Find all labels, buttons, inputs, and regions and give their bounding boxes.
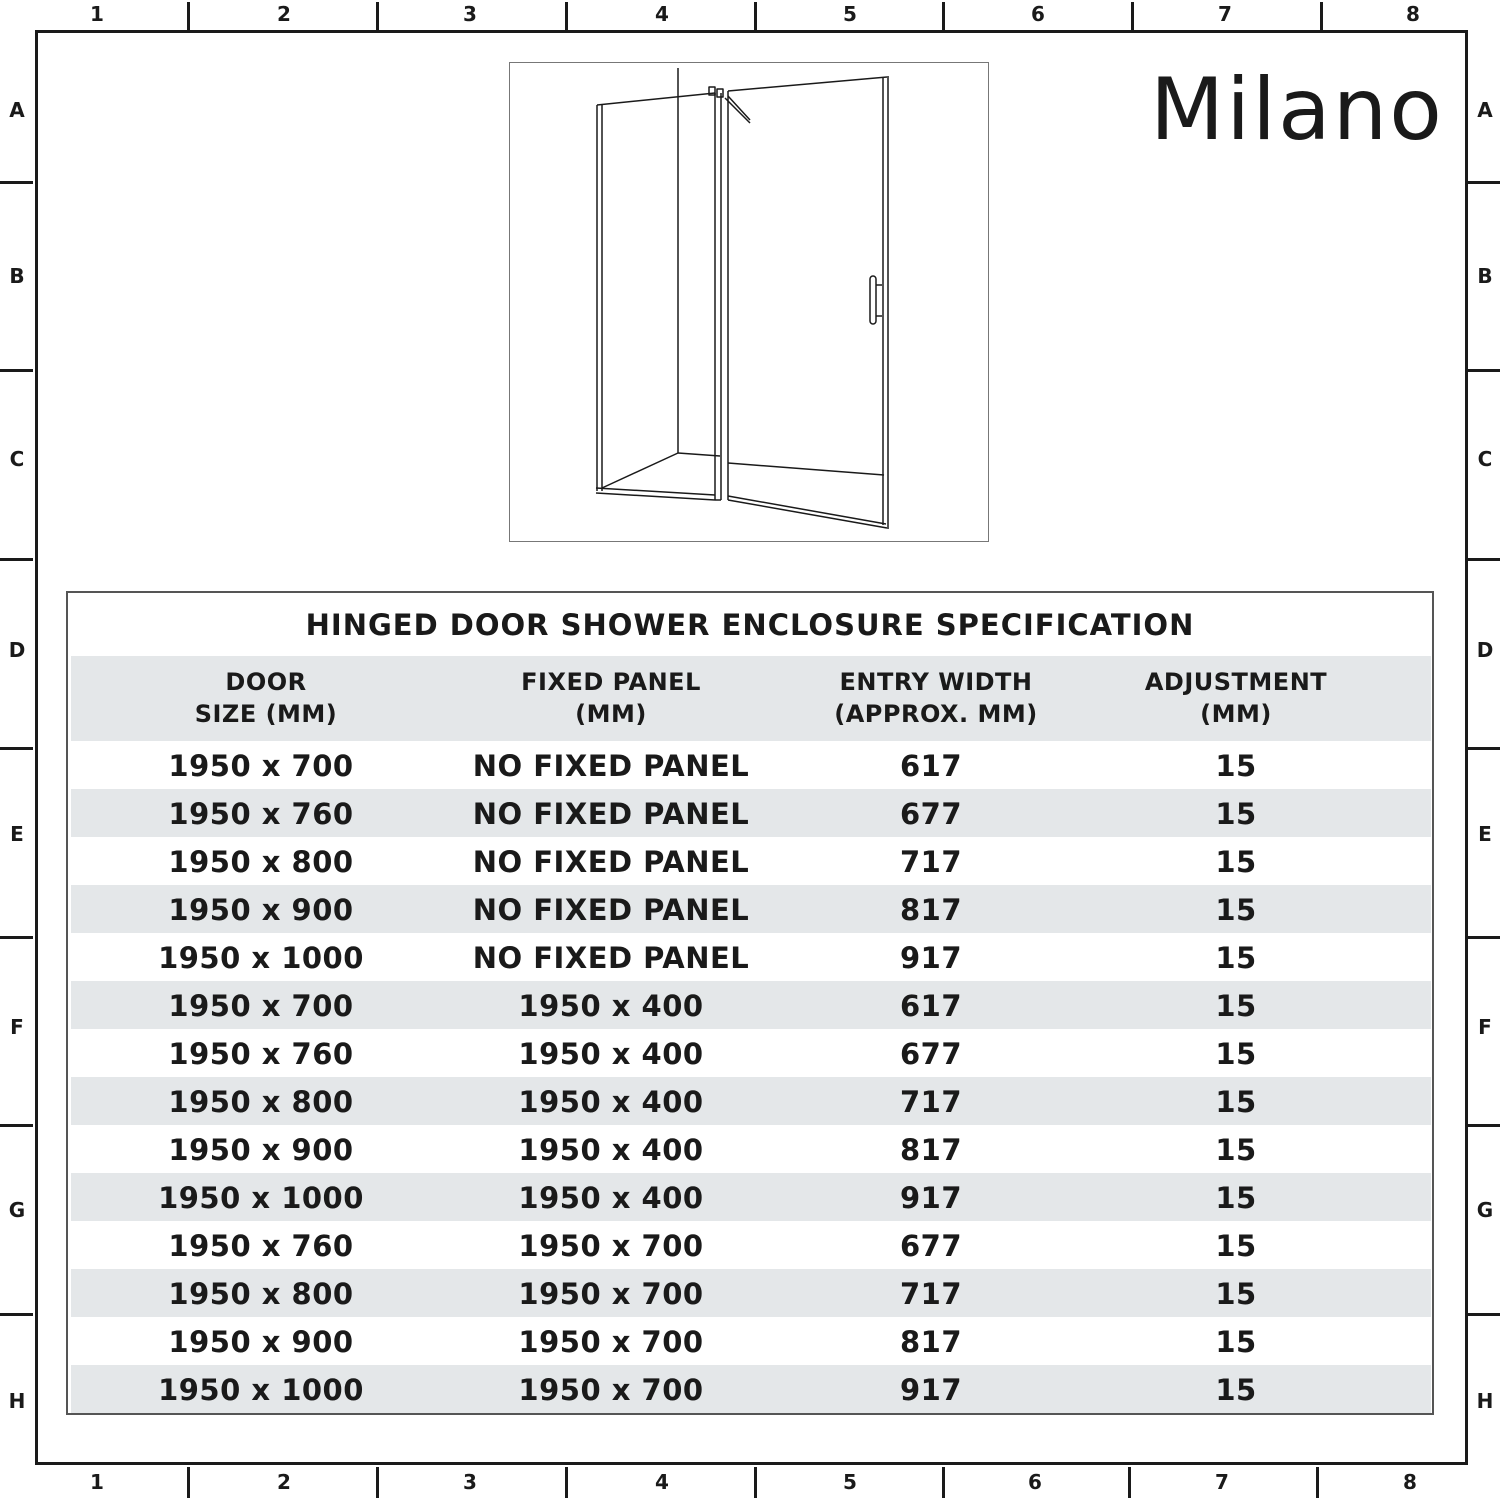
adjustment-cell: 15 bbox=[1215, 989, 1257, 1023]
adjustment-cell: 15 bbox=[1215, 749, 1257, 783]
grid-col-label: 6 bbox=[1028, 1470, 1042, 1494]
table-row bbox=[71, 1365, 1431, 1413]
adjustment-cell: 15 bbox=[1215, 1181, 1257, 1215]
grid-tick bbox=[1468, 369, 1500, 372]
entry-width-cell: 717 bbox=[899, 1277, 963, 1311]
adjustment-cell: 15 bbox=[1215, 941, 1257, 975]
fixed-panel-cell: 1950 x 400 bbox=[518, 1133, 704, 1167]
door-size-cell: 1950 x 1000 bbox=[158, 941, 364, 975]
fixed-panel-cell: 1950 x 400 bbox=[518, 1181, 704, 1215]
grid-row-label: E bbox=[10, 822, 24, 846]
door-size-cell: 1950 x 760 bbox=[168, 1229, 354, 1263]
adjustment-cell: 15 bbox=[1215, 1037, 1257, 1071]
table-row bbox=[71, 1317, 1431, 1365]
grid-col-label: 6 bbox=[1031, 2, 1045, 26]
adjustment-cell: 15 bbox=[1215, 1133, 1257, 1167]
header-adjustment: ADJUSTMENT (MM) bbox=[1144, 668, 1328, 728]
grid-col-label: 3 bbox=[463, 1470, 477, 1494]
grid-col-label: 8 bbox=[1406, 2, 1420, 26]
fixed-panel-cell: NO FIXED PANEL bbox=[472, 749, 750, 783]
door-size-cell: 1950 x 700 bbox=[168, 749, 354, 783]
grid-tick bbox=[1468, 1124, 1500, 1127]
grid-col-label: 5 bbox=[843, 1470, 857, 1494]
table-row bbox=[71, 933, 1431, 981]
grid-col-label: 7 bbox=[1218, 2, 1232, 26]
table-row bbox=[71, 837, 1431, 885]
grid-tick bbox=[942, 1467, 945, 1498]
header-fixed-panel: FIXED PANEL (MM) bbox=[521, 668, 701, 728]
grid-row-label: H bbox=[8, 1389, 26, 1413]
door-size-cell: 1950 x 700 bbox=[168, 989, 354, 1023]
adjustment-cell: 15 bbox=[1215, 845, 1257, 879]
table-row bbox=[71, 1221, 1431, 1269]
fixed-panel-cell: 1950 x 400 bbox=[518, 1037, 704, 1071]
adjustment-cell: 15 bbox=[1215, 1085, 1257, 1119]
table-row bbox=[71, 1029, 1431, 1077]
grid-col-label: 3 bbox=[463, 2, 477, 26]
fixed-panel-cell: 1950 x 700 bbox=[518, 1325, 704, 1359]
grid-tick bbox=[1468, 1313, 1500, 1316]
grid-tick bbox=[376, 2, 379, 30]
fixed-panel-cell: NO FIXED PANEL bbox=[472, 893, 750, 927]
grid-row-label: B bbox=[1477, 264, 1493, 288]
entry-width-cell: 917 bbox=[899, 941, 963, 975]
grid-row-label: F bbox=[1478, 1015, 1492, 1039]
grid-tick bbox=[1468, 558, 1500, 561]
door-size-cell: 1950 x 760 bbox=[168, 1037, 354, 1071]
adjustment-cell: 15 bbox=[1215, 1325, 1257, 1359]
grid-tick bbox=[565, 1467, 568, 1498]
grid-row-label: D bbox=[8, 638, 26, 662]
table-row bbox=[71, 885, 1431, 933]
spec-header-row bbox=[71, 656, 1431, 741]
fixed-panel-cell: NO FIXED PANEL bbox=[472, 941, 750, 975]
door-size-cell: 1950 x 800 bbox=[168, 1277, 354, 1311]
grid-row-label: C bbox=[1477, 447, 1493, 471]
grid-row-label: B bbox=[9, 264, 25, 288]
grid-row-label: A bbox=[9, 98, 25, 122]
grid-tick bbox=[1316, 1467, 1319, 1498]
milano-logo: Milano bbox=[1150, 60, 1444, 160]
grid-col-label: 1 bbox=[90, 2, 104, 26]
fixed-panel-cell: NO FIXED PANEL bbox=[472, 797, 750, 831]
header-door-size: DOOR SIZE (MM) bbox=[194, 668, 338, 728]
spec-title: HINGED DOOR SHOWER ENCLOSURE SPECIFICATION bbox=[305, 608, 1195, 642]
entry-width-cell: 617 bbox=[899, 989, 963, 1023]
adjustment-cell: 15 bbox=[1215, 893, 1257, 927]
grid-tick bbox=[1468, 181, 1500, 184]
grid-col-label: 4 bbox=[655, 2, 669, 26]
grid-tick bbox=[754, 1467, 757, 1498]
grid-row-label: H bbox=[1476, 1389, 1494, 1413]
table-row bbox=[71, 981, 1431, 1029]
fixed-panel-cell: 1950 x 700 bbox=[518, 1229, 704, 1263]
header-entry-width: ENTRY WIDTH (APPROX. MM) bbox=[834, 668, 1038, 728]
grid-tick bbox=[376, 1467, 379, 1498]
grid-row-label: A bbox=[1477, 98, 1493, 122]
door-size-cell: 1950 x 800 bbox=[168, 845, 354, 879]
table-row bbox=[71, 1173, 1431, 1221]
table-row bbox=[71, 741, 1431, 789]
grid-row-label: G bbox=[1476, 1198, 1494, 1222]
grid-row-label: D bbox=[1476, 638, 1494, 662]
door-size-cell: 1950 x 1000 bbox=[158, 1181, 364, 1215]
grid-col-label: 2 bbox=[277, 1470, 291, 1494]
grid-row-label: C bbox=[9, 447, 25, 471]
grid-col-label: 8 bbox=[1403, 1470, 1417, 1494]
product-drawing bbox=[509, 62, 989, 542]
grid-col-label: 5 bbox=[843, 2, 857, 26]
grid-tick bbox=[0, 936, 33, 939]
grid-tick bbox=[1468, 936, 1500, 939]
entry-width-cell: 677 bbox=[899, 1229, 963, 1263]
grid-tick bbox=[942, 2, 945, 30]
adjustment-cell: 15 bbox=[1215, 1229, 1257, 1263]
table-row bbox=[71, 1125, 1431, 1173]
entry-width-cell: 917 bbox=[899, 1373, 963, 1407]
grid-col-label: 7 bbox=[1215, 1470, 1229, 1494]
grid-tick bbox=[187, 1467, 190, 1498]
fixed-panel-cell: 1950 x 400 bbox=[518, 989, 704, 1023]
grid-tick bbox=[0, 181, 33, 184]
entry-width-cell: 677 bbox=[899, 1037, 963, 1071]
grid-tick bbox=[0, 747, 33, 750]
door-size-cell: 1950 x 1000 bbox=[158, 1373, 364, 1407]
shower-enclosure-drawing bbox=[510, 63, 990, 543]
adjustment-cell: 15 bbox=[1215, 1277, 1257, 1311]
grid-tick bbox=[1468, 747, 1500, 750]
entry-width-cell: 817 bbox=[899, 1133, 963, 1167]
spec-table bbox=[66, 591, 1434, 1415]
spec-body bbox=[71, 741, 1431, 1413]
entry-width-cell: 817 bbox=[899, 1325, 963, 1359]
door-size-cell: 1950 x 900 bbox=[168, 893, 354, 927]
door-size-cell: 1950 x 900 bbox=[168, 1133, 354, 1167]
grid-col-label: 1 bbox=[90, 1470, 104, 1494]
grid-row-label: G bbox=[8, 1198, 26, 1222]
table-row bbox=[71, 1269, 1431, 1317]
adjustment-cell: 15 bbox=[1215, 797, 1257, 831]
entry-width-cell: 717 bbox=[899, 845, 963, 879]
grid-tick bbox=[754, 2, 757, 30]
grid-col-label: 2 bbox=[277, 2, 291, 26]
entry-width-cell: 717 bbox=[899, 1085, 963, 1119]
door-size-cell: 1950 x 800 bbox=[168, 1085, 354, 1119]
door-size-cell: 1950 x 900 bbox=[168, 1325, 354, 1359]
grid-tick bbox=[0, 369, 33, 372]
grid-tick bbox=[1128, 1467, 1131, 1498]
entry-width-cell: 917 bbox=[899, 1181, 963, 1215]
grid-tick bbox=[0, 558, 33, 561]
fixed-panel-cell: 1950 x 400 bbox=[518, 1085, 704, 1119]
table-row bbox=[71, 1077, 1431, 1125]
adjustment-cell: 15 bbox=[1215, 1373, 1257, 1407]
fixed-panel-cell: NO FIXED PANEL bbox=[472, 845, 750, 879]
grid-tick bbox=[187, 2, 190, 30]
entry-width-cell: 677 bbox=[899, 797, 963, 831]
fixed-panel-cell: 1950 x 700 bbox=[518, 1373, 704, 1407]
grid-tick bbox=[0, 1124, 33, 1127]
grid-tick bbox=[565, 2, 568, 30]
door-size-cell: 1950 x 760 bbox=[168, 797, 354, 831]
grid-tick bbox=[1320, 2, 1323, 30]
grid-col-label: 4 bbox=[655, 1470, 669, 1494]
grid-tick bbox=[1131, 2, 1134, 30]
grid-tick bbox=[0, 1313, 33, 1316]
grid-row-label: E bbox=[1478, 822, 1492, 846]
grid-row-label: F bbox=[10, 1015, 24, 1039]
table-row bbox=[71, 789, 1431, 837]
entry-width-cell: 617 bbox=[899, 749, 963, 783]
fixed-panel-cell: 1950 x 700 bbox=[518, 1277, 704, 1311]
entry-width-cell: 817 bbox=[899, 893, 963, 927]
